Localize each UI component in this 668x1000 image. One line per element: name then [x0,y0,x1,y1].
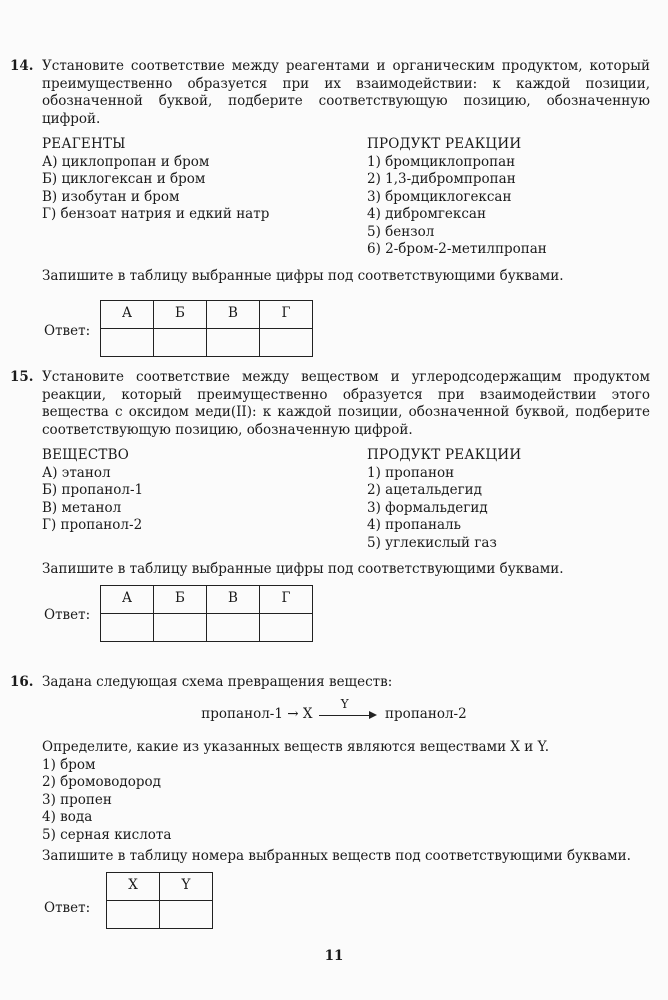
answer-header-cell: Б [154,300,207,328]
answer-block [42,872,650,942]
answer-label: Ответ: [44,606,91,623]
answer-label: Ответ: [44,899,91,916]
list-item: 3) бромциклогексан [367,188,512,205]
list-item: 2) бромоводород [42,774,161,790]
list-item: 5) углекислый газ [367,534,497,551]
matching-columns [42,136,650,262]
instruction: Запишите в таблицу выбранные цифры под соответствующими буквами. [42,561,564,577]
answer-input-cell[interactable] [160,900,213,928]
list-item: Б) циклогексан и бром [42,171,206,187]
task-statement: Установите соответствие между реагентами и органическим продуктом, который преимущественно образуется при их взаимодействии: к каждой позиции, обозначенной буквой, подберите соответствующую позицию, обозначенную цифрой. [42,58,650,127]
task-16-body [10,739,650,942]
list-item: 4) вода [42,809,93,825]
column-header: ПРОДУКТ РЕАКЦИИ [367,447,522,463]
list-item: 3) пропен [42,791,112,808]
column-header: ВЕЩЕСТВО [42,447,129,463]
answer-table [100,585,313,642]
answer-input-cell[interactable] [260,328,313,356]
answer-header-cell: А [101,300,154,328]
answer-table [100,300,313,357]
column-header: ПРОДУКТ РЕАКЦИИ [367,136,522,152]
list-item: В) изобутан и бром [42,188,180,205]
arrow-icon [317,696,381,722]
page-number: 11 [324,948,344,964]
answer-header-cell: Б [154,585,207,613]
list-item: 3) формальдегид [367,499,488,516]
list-item: А) этанол [42,464,111,481]
list-item: Г) бензоат натрия и едкий натр [42,206,270,222]
list-item: 5) серная кислота [42,826,172,843]
answer-block [42,294,650,364]
answer-header-cell: В [207,300,260,328]
answer-block [42,587,650,657]
list-item: 1) бромциклопропан [367,153,516,170]
answer-input-cell[interactable] [107,900,160,928]
instruction: Запишите в таблицу выбранные цифры под соответствующими буквами. [42,268,564,284]
task-16 [10,674,650,692]
products-column [367,136,547,259]
list-item: Б) пропанол-1 [42,482,144,498]
list-item: 4) дибромгексан [367,206,486,222]
products-column [367,447,521,552]
substances-column [42,447,143,535]
list-item: В) метанол [42,499,122,516]
arrow-label: Y [340,696,349,711]
answer-input-cell[interactable] [101,613,154,641]
list-item: 2) 1,3-дибромпропан [367,171,516,187]
answer-input-cell[interactable] [154,328,207,356]
answer-input-cell[interactable] [260,613,313,641]
task-number: 15. [10,369,34,385]
list-item: 1) бром [42,756,96,773]
answer-table [106,872,213,929]
list-item: 5) бензол [367,223,435,240]
task-15 [10,369,650,657]
answer-header-cell: Г [260,300,313,328]
task-statement: Установите соответствие между веществом и углеродсодержащим продуктом реакции, который преимущественно образуется при взаимодействии этого вещества с оксидом меди(II): к каждой позиции, обозначенной буквой, подберите соответствующую позицию, обозначенную цифрой. [42,369,650,438]
list-item: 2) ацетальдегид [367,482,482,498]
column-header: РЕАГЕНТЫ [42,136,126,152]
answer-header-cell: X [107,872,160,900]
answer-input-cell[interactable] [207,613,260,641]
task-question: Определите, какие из указанных веществ являются веществами X и Y. [42,739,550,755]
task-number: 14. [10,58,34,74]
list-item: 1) пропанон [367,464,455,481]
scheme-right: пропанол-2 [385,706,467,722]
matching-columns [42,447,650,555]
answer-header-cell: Г [260,585,313,613]
list-item: 4) пропаналь [367,517,461,533]
answer-header-cell: В [207,585,260,613]
task-number: 16. [10,674,34,690]
list-item: 6) 2-бром-2-метилпропан [367,241,547,257]
answer-input-cell[interactable] [101,328,154,356]
answer-input-cell[interactable] [154,613,207,641]
answer-input-cell[interactable] [207,328,260,356]
answer-header-cell: А [101,585,154,613]
list-item: А) циклопропан и бром [42,153,210,170]
task-statement: Задана следующая схема превращения веществ: [42,674,393,690]
list-item: Г) пропанол-2 [42,517,143,533]
answer-header-cell: Y [160,872,213,900]
scheme-left: пропанол-1 → X [201,706,313,722]
reaction-scheme [0,696,668,724]
reagents-column [42,136,269,224]
answer-label: Ответ: [44,322,91,339]
task-14 [10,58,650,364]
instruction: Запишите в таблицу номера выбранных веществ под соответствующими буквами. [42,848,631,864]
